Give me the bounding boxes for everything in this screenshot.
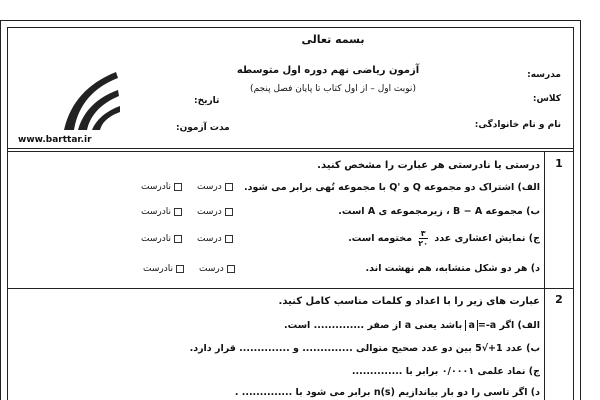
- website-url: www.barttar.ir: [18, 135, 92, 145]
- checkbox[interactable]: [174, 235, 182, 243]
- question-2-stem: عبارت های زیر را با اعداد و کلمات مناسب کامل کنید.: [278, 296, 540, 307]
- fraction: $\frac{۳}{۲۰}$: [418, 229, 429, 248]
- q1a-true-option[interactable]: درست: [197, 182, 233, 192]
- q1d-false-option[interactable]: نادرست: [143, 264, 184, 274]
- question-2-item-c: ج) نماد علمی ۰/۰۰۰۱ برابر با ..............: [351, 366, 540, 377]
- number-column-divider: [544, 152, 545, 400]
- q1c-false-option[interactable]: نادرست: [141, 234, 182, 244]
- checkbox[interactable]: [225, 208, 233, 216]
- checkbox[interactable]: [225, 183, 233, 191]
- class-label: کلاس:: [532, 94, 561, 104]
- exam-name: آزمون ریاضی نهم دوره اول متوسطه: [236, 65, 420, 76]
- duration-label: مدت آزمون:: [176, 123, 230, 133]
- q1c-true-option[interactable]: درست: [197, 234, 233, 244]
- q1a-false-option[interactable]: نادرست: [141, 182, 182, 192]
- exam-header: [8, 28, 573, 146]
- exam-scope: (نوبت اول – از اول کتاب تا پایان فصل پنجم): [250, 84, 416, 94]
- question-2-item-a: الف) اگر a=-a باشد یعنی a از صفر .............. است.: [284, 320, 540, 331]
- date-label: تاریخ:: [194, 96, 220, 106]
- barttar-logo-icon: [56, 64, 126, 134]
- checkbox[interactable]: [227, 265, 235, 273]
- q1d-true-option[interactable]: درست: [199, 264, 235, 274]
- header-divider-2: [8, 151, 573, 152]
- checkbox[interactable]: [174, 183, 182, 191]
- question-1-number: 1: [555, 157, 563, 170]
- checkbox[interactable]: [225, 235, 233, 243]
- student-name-label: نام و نام خانوادگی:: [474, 120, 561, 130]
- question-1-item-a: الف) اشتراک دو مجموعه Q و 'Q با مجموعه تُهی برابر می شود.: [244, 182, 540, 193]
- question-2-item-b: ب) عدد 1+√5 بین دو عدد صحیح متوالی .............. و .............. قرار دارد.: [189, 343, 540, 354]
- question-divider: [8, 288, 573, 289]
- header-title: بسمه تعالی: [301, 33, 365, 46]
- question-1-item-b: ب) مجموعه B − A ، زیرمجموعه ی A است.: [338, 206, 540, 217]
- question-2-item-d: د) اگر تاسی را دو بار بیاندازیم n(s) برابر می شود با .............. .: [234, 387, 540, 398]
- question-1-item-c: ج) نمایش اعشاری عدد $\frac{۳}{۲۰}$ مختومه است.: [348, 229, 540, 248]
- question-1-stem: درستی یا نادرستی هر عبارت را مشخص کنید.: [317, 160, 540, 171]
- checkbox[interactable]: [176, 265, 184, 273]
- q1b-false-option[interactable]: نادرست: [141, 207, 182, 217]
- school-label: مدرسه:: [527, 70, 561, 80]
- question-2-number: 2: [555, 293, 563, 306]
- header-divider: [8, 148, 573, 149]
- checkbox[interactable]: [174, 208, 182, 216]
- question-1-item-d: د) هر دو شکل متشابه، هم نهشت اند.: [365, 263, 540, 274]
- absolute-value: a: [465, 320, 477, 331]
- q1b-true-option[interactable]: درست: [197, 207, 233, 217]
